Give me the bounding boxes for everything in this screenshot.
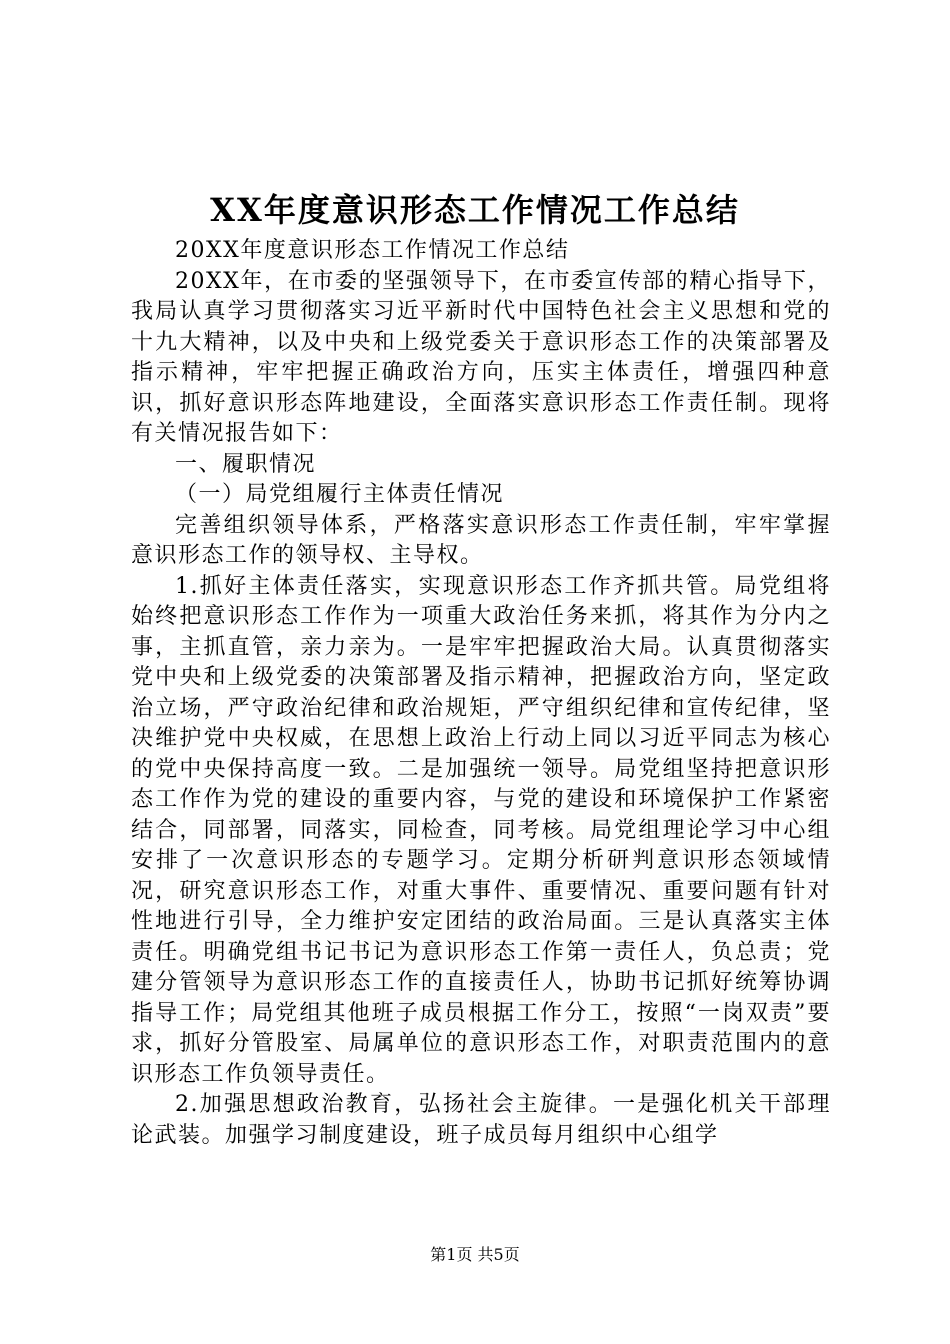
document-body [131,236,831,1151]
intro-paragraph: 20XX年，在市委的坚强领导下，在市委宣传部的精心指导下，我局认真学习贯彻落实习近平新时代中国特色社会主义思想和党的十九大精神，以及中央和上级党委关于意识形态工作的决策部署及指示精神，牢牢把握正确政治方向，压实主体责任，增强四种意识，抓好意识形态阵地建设，全面落实意识形态工作责任制。现将有关情况报告如下： [131,268,831,446]
body-paragraph: 1.抓好主体责任落实，实现意识形态工作齐抓共管。局党组将始终把意识形态工作作为一项重大政治任务来抓，将其作为分内之事，主抓直管，亲力亲为。一是牢牢把握政治大局。认真贯彻落实党中央和上级党委的决策部署及指示精神，把握政治方向，坚定政治立场，严守政治纪律和政治规矩，严守组织纪律和宣传纪律，坚决维护党中央权威，在思想上政治上行动上同以习近平同志为核心的党中央保持高度一致。二是加强统一领导。局党组坚持把意识形态工作作为党的建设的重要内容，与党的建设和环境保护工作紧密结合，同部署，同落实，同检查，同考核。局党组理论学习中心组安排了一次意识形态的专题学习。定期分析研判意识形态领域情况，研究意识形态工作，对重大事件、重要情况、重要问题有针对性地进行引导，全力维护安定团结的政治局面。三是认真落实主体责任。明确党组书记书记为意识形态工作第一责任人，负总责；党建分管领导为意识形态工作的直接责任人，协助书记抓好统筹协调指导工作；局党组其他班子成员根据工作分工，按照“一岗双责”要求，抓好分管股室、局属单位的意识形态工作，对职责范围内的意识形态工作负领导责任。 [131,573,831,1087]
body-paragraph: 完善组织领导体系，严格落实意识形态工作责任制，牢牢掌握意识形态工作的领导权、主导权。 [131,512,831,568]
subsection-heading: （一）局党组履行主体责任情况 [175,482,505,507]
page-footer: 第1页 共5页 [430,1245,520,1264]
body-paragraph: 2.加强思想政治教育，弘扬社会主旋律。一是强化机关干部理论武装。加强学习制度建设，班子成员每月组织中心组学 [131,1092,831,1148]
section-heading: 一、履职情况 [175,451,317,477]
subtitle-paragraph: 20XX年度意识形态工作情况工作总结 [175,238,570,263]
document-title: XX年度意识形态工作情况工作总结 [210,191,740,229]
